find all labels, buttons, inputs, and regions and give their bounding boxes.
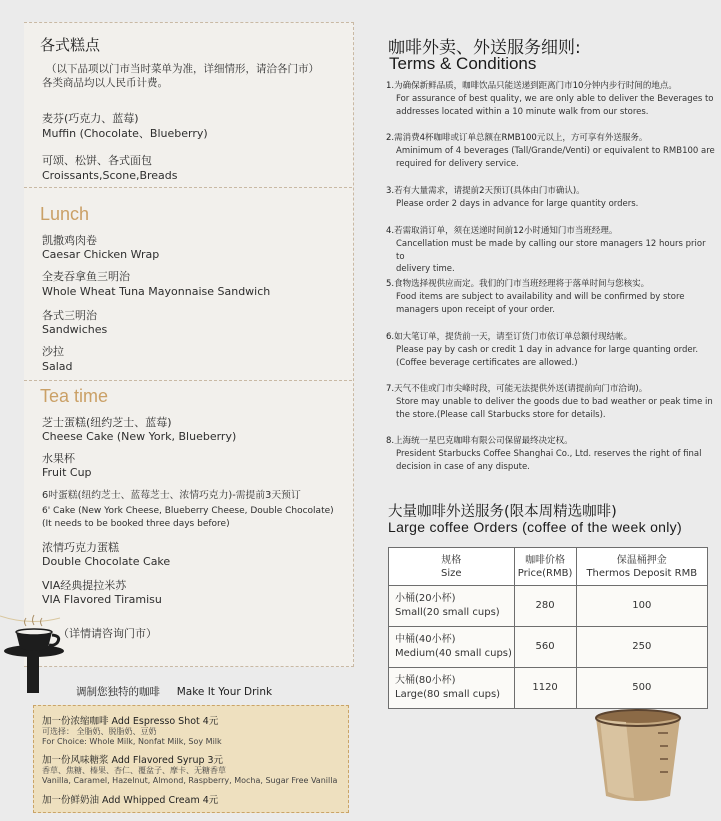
terms-title-en: Terms & Conditions [389, 54, 537, 73]
table-header-row [389, 548, 708, 586]
menu-item-cn: 凯撒鸡肉卷 [42, 234, 97, 247]
addon-espresso-choice-en: For Choice: Whole Milk, Nonfat Milk, Soy Milk [42, 737, 222, 746]
pastries-note: （以下品项以门市当时菜单为准，详细情形，请洽各门市） [46, 63, 319, 75]
table-row [389, 627, 708, 668]
addon-syrup-flavors-cn: 香草、焦糖、榛果、杏仁、覆盆子、摩卡、无糖香草 [42, 766, 226, 775]
coffee-cup-on-saucer-icon [0, 608, 90, 693]
term-cn: 8.上海统一星巴克咖啡有限公司保留最终决定权。 [386, 436, 573, 446]
term-item [386, 132, 716, 170]
addon-syrup-flavors-en: Vanilla, Caramel, Hazelnut, Almond, Raspberry, Mocha, Sugar Free Vanilla [42, 776, 338, 785]
size-en: Medium(40 small cups) [395, 648, 512, 659]
menu-item-cn: 全麦吞拿鱼三明治 [42, 270, 130, 283]
inquiry-note: （详情请咨询门市） [58, 627, 157, 640]
terms-title-cn: 咖啡外卖、外送服务细则: [388, 38, 581, 58]
deposit-cell: 500 [576, 668, 707, 709]
term-cn: 1.为确保新鲜品质，咖啡饮品只能送递到距离门市10分钟内步行时间的地点。 [386, 81, 677, 91]
term-item [386, 225, 716, 276]
menu-item-en: 6' Cake (New York Cheese, Blueberry Cheese, Double Chocolate) [42, 506, 334, 516]
term-en: required for delivery service. [396, 158, 519, 169]
term-cn: 4.若需取消订单，须在送递时间前12小时通知门市当班经理。 [386, 226, 618, 236]
menu-item-cn: 芝士蛋糕(纽约芝士、蓝莓) [42, 416, 172, 429]
size-en: Small(20 small cups) [395, 607, 500, 618]
price-table [388, 547, 708, 709]
section-divider [24, 187, 352, 188]
size-cell [389, 627, 515, 668]
menu-item-en: Salad [42, 360, 73, 373]
addon-espresso: 加一份浓缩咖啡 Add Espresso Shot 4元 [42, 716, 219, 727]
menu-item-en: Muffin (Chocolate、Blueberry) [42, 127, 208, 140]
menu-item-cn: 各式三明治 [42, 309, 97, 322]
header-en: Thermos Deposit RMB [586, 567, 698, 579]
term-en: Store may unable to deliver the goods due to bad weather or peak time in [396, 396, 713, 407]
term-en: the store.(Please call Starbucks store for details). [396, 409, 606, 420]
menu-item-en: Fruit Cup [42, 466, 92, 479]
menu-item-cn: VIA经典提拉米苏 [42, 579, 127, 592]
make-it-your-drink-label [76, 684, 272, 699]
menu-item-note: (It needs to be booked three days before) [42, 519, 230, 529]
large-orders-title-en: Large coffee Orders (coffee of the week only) [388, 519, 682, 535]
section-divider [24, 380, 352, 381]
menu-panel [24, 22, 354, 667]
term-item [386, 185, 716, 211]
terms-panel [370, 0, 721, 821]
term-cn: 7.天气不佳或门市尖峰时段，可能无法提供外送(请提前向门市洽询)。 [386, 384, 648, 394]
pastries-note-2: 各类商品均以人民币计费。 [42, 77, 168, 89]
lunch-title: Lunch [40, 204, 90, 224]
menu-item-cn: 6吋蛋糕(纽约芝士、蓝莓芝士、浓情巧克力)-需提前3天预订 [42, 490, 301, 501]
term-item [386, 278, 716, 316]
deposit-cell: 250 [576, 627, 707, 668]
term-en: (Coffee beverage certificates are allowed.) [396, 357, 578, 368]
menu-item-en: Whole Wheat Tuna Mayonnaise Sandwich [42, 285, 271, 298]
coffee-thermos-cup-icon [578, 688, 698, 808]
term-en: delivery time. [396, 264, 455, 275]
size-cn: 大桶(80小杯) [395, 675, 456, 686]
large-orders-title-cn: 大量咖啡外送服务(限本周精选咖啡) [388, 504, 617, 520]
table-row [389, 586, 708, 627]
header-cn: 规格 [441, 554, 462, 566]
term-en: President Starbucks Coffee Shanghai Co., Ltd. reserves the right of final [396, 448, 702, 459]
price-cell: 1120 [514, 668, 576, 709]
term-en: For assurance of best quality, we are only able to deliver the Beverages to [396, 93, 714, 104]
term-item [386, 435, 716, 473]
menu-item-en: Cheese Cake (New York, Blueberry) [42, 430, 237, 443]
term-en: managers upon receipt of your order. [396, 304, 555, 315]
menu-item-cn: 可颂、松饼、各式面包 [42, 154, 152, 167]
term-en: Please pay by cash or credit 1 day in advance for large quanting order. [396, 344, 699, 355]
addon-options-box [33, 705, 349, 813]
term-cn: 6.如大笔订单，提货前一天，请至订货门市依订单总额付现结帐。 [386, 332, 633, 342]
header-en: Price(RMB) [517, 567, 573, 579]
make-it-cn: 调制您独特的咖啡 [76, 686, 160, 698]
menu-item-en: Caesar Chicken Wrap [42, 248, 160, 261]
menu-item-en: Double Chocolate Cake [42, 555, 171, 568]
menu-item-cn: 麦芬(巧克力、蓝莓) [42, 112, 139, 125]
term-en: addresses located within a 10 minute walk from our stores. [396, 106, 649, 117]
term-item [386, 383, 716, 421]
deposit-cell: 100 [576, 586, 707, 627]
size-cn: 小桶(20小杯) [395, 593, 456, 604]
menu-item-en: Croissants,Scone,Breads [42, 169, 178, 182]
menu-item-en: VIA Flavored Tiramisu [42, 593, 162, 606]
term-en: Cancellation must be made by calling our store managers 12 hours prior to [396, 238, 706, 262]
menu-item-cn: 沙拉 [42, 345, 64, 358]
header-cn: 咖啡价格 [525, 554, 566, 566]
term-en: Please order 2 days in advance for large quantity orders. [396, 198, 639, 209]
header-en: Size [441, 567, 462, 579]
term-cn: 2.需消费4杯咖啡或订单总额在RMB100元以上，方可享有外送服务。 [386, 133, 648, 143]
menu-item-en: Sandwiches [42, 323, 108, 336]
price-cell: 280 [514, 586, 576, 627]
table-header-size [389, 548, 515, 586]
term-en: Aminimum of 4 beverages (Tall/Grande/Venti) or equivalent to RMB100 are [396, 145, 715, 156]
make-it-en: Make It Your Drink [176, 686, 273, 698]
term-item [386, 331, 716, 369]
addon-syrup: 加一份风味糖浆 Add Flavored Syrup 3元 [42, 755, 224, 766]
tea-time-title: Tea time [40, 386, 109, 406]
term-en: Food items are subject to availability and will be confirmed by store [396, 291, 685, 302]
size-cn: 中桶(40小杯) [395, 634, 456, 645]
term-item [386, 80, 716, 118]
term-en: decision in case of any dispute. [396, 461, 530, 472]
addon-whipped-cream: 加一份鲜奶油 Add Whipped Cream 4元 [42, 795, 219, 806]
menu-item-cn: 浓情巧克力蛋糕 [42, 541, 119, 554]
addon-espresso-choice-cn: 可选择： 全脂奶、脱脂奶、豆奶 [42, 727, 157, 736]
table-header-deposit [576, 548, 707, 586]
size-en: Large(80 small cups) [395, 689, 501, 700]
menu-item-cn: 水果杯 [42, 452, 75, 465]
term-cn: 5.食物选择视供应而定。我们的门市当班经理将于落单时间与您核实。 [386, 279, 650, 289]
header-cn: 保温桶押金 [616, 554, 667, 566]
table-header-price [514, 548, 576, 586]
price-cell: 560 [514, 627, 576, 668]
term-cn: 3.若有大量需求，请提前2天预订(具体由门市确认)。 [386, 186, 585, 196]
size-cell [389, 668, 515, 709]
pastries-title: 各式糕点 [40, 37, 101, 54]
size-cell [389, 586, 515, 627]
